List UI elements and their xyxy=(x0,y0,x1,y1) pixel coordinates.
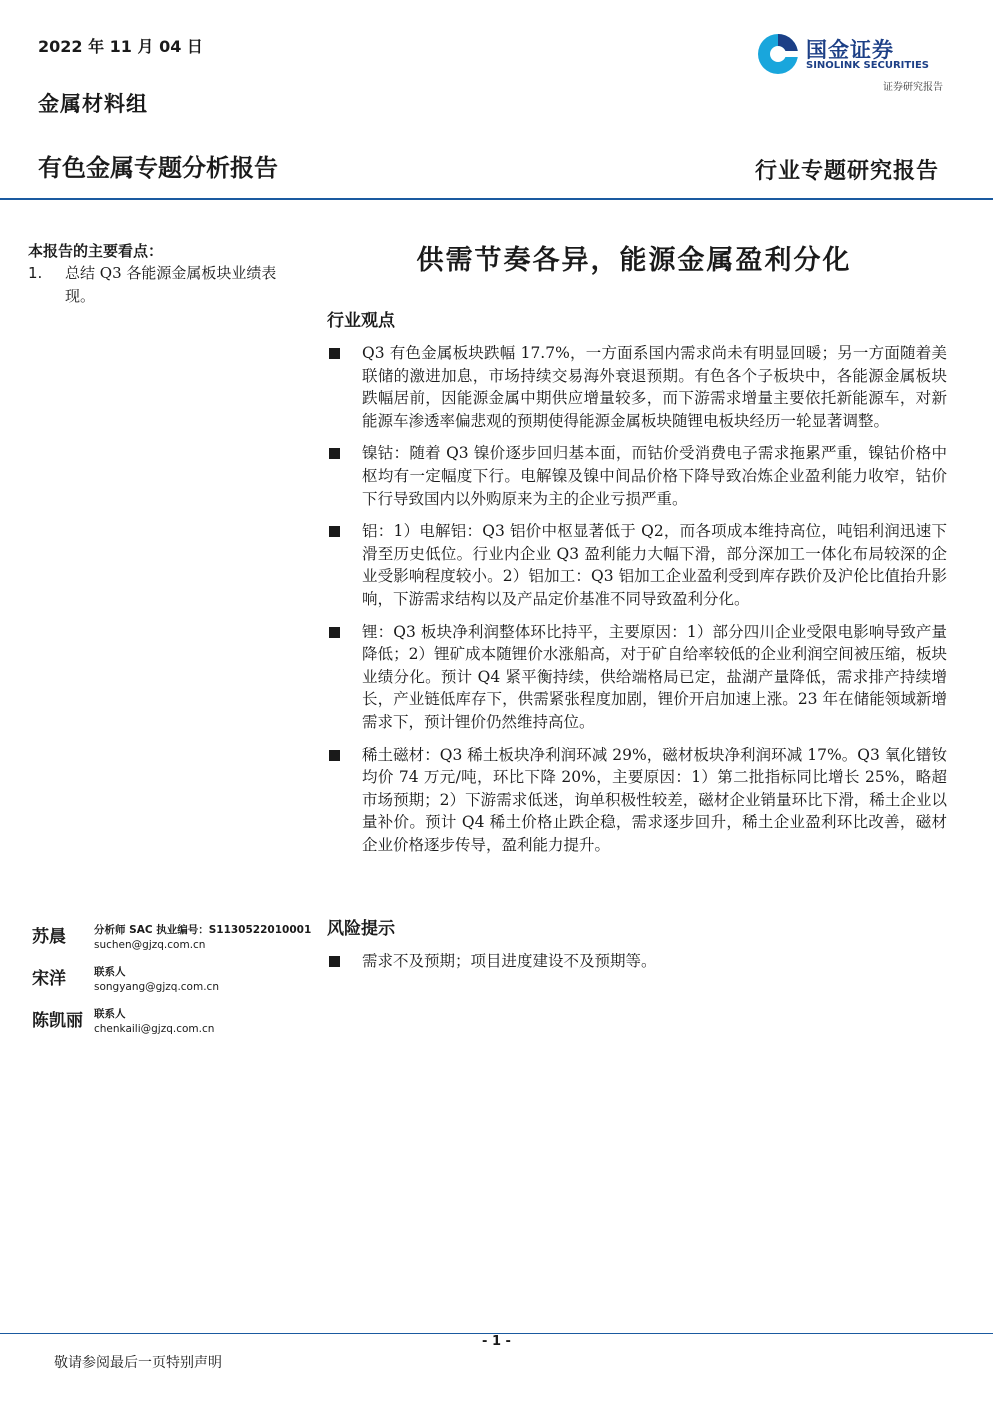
square-bullet-icon xyxy=(329,956,340,967)
page-number: - 1 - xyxy=(482,1334,511,1349)
company-logo xyxy=(756,32,946,76)
header-divider xyxy=(0,198,993,200)
bullet-text: 锂：Q3 板块净利润整体环比持平，主要原因：1）部分四川企业受限电影响导致产量降低；2）锂矿成本随锂价水涨船高，对于矿自给率较低的企业利润空间被压缩，板块业绩分化。预计 Q4 紧平衡持续，供给端格局已定，盐湖产量降低，需求排产持续增长，产业链低库存下，供需紧张程度加剧，锂价开启加速上涨。23 年在储能领域新增需求下，预计锂价仍然维持高位。 xyxy=(362,622,947,731)
bullet-item xyxy=(327,342,947,432)
analyst-name: 宋洋 xyxy=(32,969,66,989)
research-group: 金属材料组 xyxy=(38,91,148,116)
section-title-industry-view: 行业观点 xyxy=(327,311,395,331)
summary-item-text: 总结 Q3 各能源金属板块业绩表现。 xyxy=(65,264,277,305)
report-headline: 供需节奏各异，能源金属盈利分化 xyxy=(416,245,852,276)
square-bullet-icon xyxy=(329,627,340,638)
summary-list xyxy=(28,262,278,308)
analyst-name: 陈凯丽 xyxy=(32,1011,83,1031)
analyst-entry xyxy=(32,1006,312,1036)
analyst-entry xyxy=(32,922,312,952)
section-title-risk: 风险提示 xyxy=(327,919,395,939)
industry-view-list xyxy=(327,342,947,866)
bullet-item xyxy=(327,442,947,510)
bullet-text: 镍钴：随着 Q3 镍价逐步回归基本面，而钴价受消费电子需求拖累严重，镍钴价格中枢均有一定幅度下行。电解镍及镍中间品价格下降导致冶炼企业盈利能力收窄，钴价下行导致国内以外购原来为主的企业亏损严重。 xyxy=(362,444,947,508)
bullet-text: Q3 有色金属板块跌幅 17.7%，一方面系国内需求尚未有明显回暖；另一方面随着美联储的激进加息，市场持续交易海外衰退预期。有色各个子板块中，各能源金属板块跌幅居前，因能源金属中期供应增量较多，而下游需求增量主要依托新能源车，对新能源车渗透率偏悲观的预期使得能源金属板块随锂电板块经历一轮显著调整。 xyxy=(362,344,947,430)
analyst-list xyxy=(32,922,312,1048)
bullet-item xyxy=(327,744,947,857)
logo-subtitle: 证券研究报告 xyxy=(883,82,943,93)
bullet-item xyxy=(327,950,947,973)
bullet-text: 需求不及预期；项目进度建设不及预期等。 xyxy=(362,952,657,970)
analyst-email[interactable]: suchen@gjzq.com.cn xyxy=(94,939,206,951)
bullet-text: 铝：1）电解铝：Q3 铝价中枢显著低于 Q2，而各项成本维持高位，吨铝利润迅速下滑至历史低位。行业内企业 Q3 盈利能力大幅下滑，部分深加工一体化布局较深的企业受影响程度较小。2）铝加工：Q3 铝加工企业盈利受到库存跌价及沪伦比值抬升影响，下游需求结构以及产品定价基准不同导致盈利分化。 xyxy=(362,522,947,608)
bullet-text: 稀土磁材：Q3 稀土板块净利润环减 29%，磁材板块净利润环减 17%。Q3 氧化镨钕均价 74 万元/吨，环比下降 20%，主要原因：1）第二批指标同比增长 25%，略超市场预期；2）下游需求低迷，询单积极性较差，磁材企业销量环比下滑，稀土企业以量补价。预计 Q4 稀土价格止跌企稳，需求逐步回升，稀土企业盈利环比改善，磁材企业价格逐步传导，盈利能力提升。 xyxy=(362,745,947,854)
square-bullet-icon xyxy=(329,526,340,537)
logo-english-name: SINOLINK SECURITIES xyxy=(806,60,929,71)
analyst-email[interactable]: chenkaili@gjzq.com.cn xyxy=(94,1023,215,1035)
analyst-name: 苏晨 xyxy=(32,927,66,947)
report-type-title: 有色金属专题分析报告 xyxy=(38,154,278,182)
footer-disclaimer: 敬请参阅最后一页特别声明 xyxy=(54,1355,222,1371)
analyst-email[interactable]: songyang@gjzq.com.cn xyxy=(94,981,219,993)
square-bullet-icon xyxy=(329,348,340,359)
bullet-item xyxy=(327,520,947,610)
logo-mark-icon xyxy=(756,32,800,76)
analyst-role: 联系人 xyxy=(94,1008,126,1020)
summary-item xyxy=(28,262,278,308)
risk-list xyxy=(327,950,947,983)
square-bullet-icon xyxy=(329,750,340,761)
summary-item-number: 1. xyxy=(28,264,43,282)
analyst-entry xyxy=(32,964,312,994)
report-date: 2022 年 11 月 04 日 xyxy=(38,37,203,56)
bullet-item xyxy=(327,621,947,734)
logo-chinese-name: 国金证券 xyxy=(806,38,894,62)
analyst-role: 分析师 SAC 执业编号：S1130522010001 xyxy=(94,924,312,936)
analyst-role: 联系人 xyxy=(94,966,126,978)
report-category: 行业专题研究报告 xyxy=(754,158,939,184)
square-bullet-icon xyxy=(329,448,340,459)
summary-title: 本报告的主要看点： xyxy=(28,242,164,260)
